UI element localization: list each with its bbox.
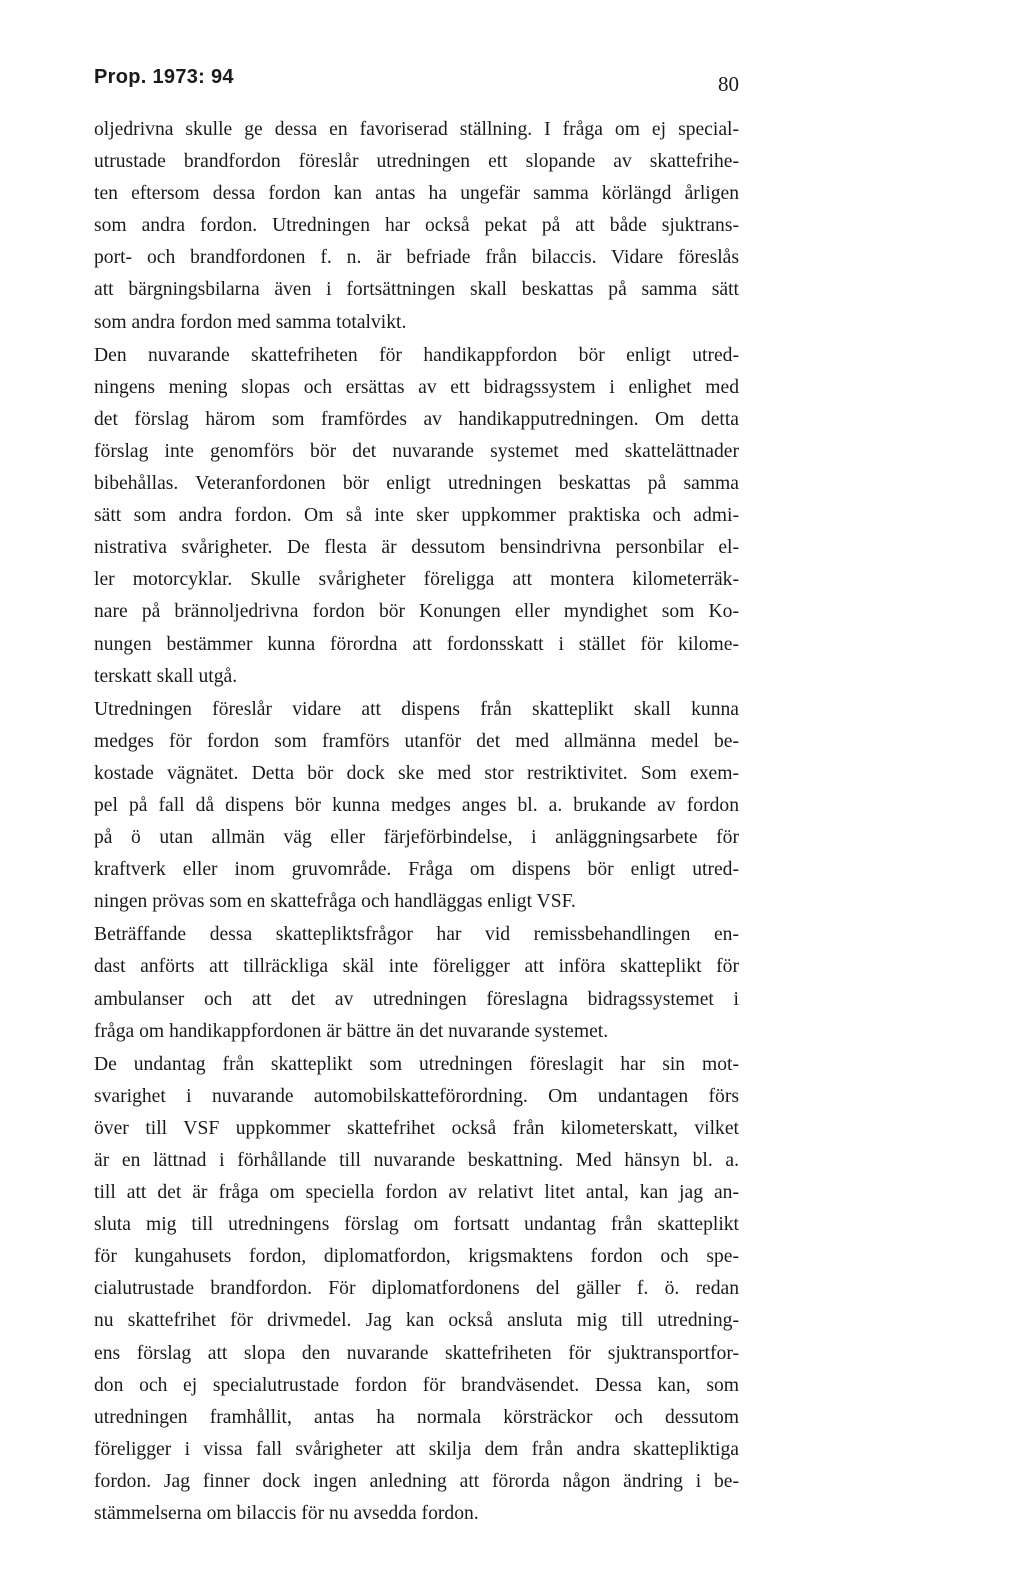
text-line: på ö utan allmän väg eller färjeförbindelse, i anläggningsarbete för — [94, 827, 739, 849]
text-line: fråga om handikappfordonen är bättre än det nuvarande systemet. — [94, 1020, 609, 1042]
text-line: nare på brännoljedrivna fordon bör Konungen eller myndighet som Ko- — [94, 601, 739, 623]
text-line: ningen prövas som en skattefråga och handläggas enligt VSF. — [94, 891, 576, 913]
paragraph — [94, 1049, 739, 1530]
page-number: 80 — [718, 72, 739, 96]
text-line: nu skattefrihet för drivmedel. Jag kan också ansluta mig till utredning- — [94, 1310, 739, 1332]
text-line: don och ej specialutrustade fordon för brandväsendet. Dessa kan, som — [94, 1374, 739, 1396]
text-line: ambulanser och att det av utredningen föreslagna bidragssystemet i — [94, 988, 739, 1010]
text-line: terskatt skall utgå. — [94, 665, 238, 687]
text-line: ten eftersom dessa fordon kan antas ha ungefär samma körlängd årligen — [94, 183, 739, 205]
text-line: svarighet i nuvarande automobilskatteförordning. Om undantagen förs — [94, 1085, 739, 1107]
text-line: Beträffande dessa skattepliktsfrågor har vid remissbehandlingen en- — [94, 924, 739, 946]
body-text — [94, 114, 739, 1530]
text-line: port- och brandfordonen f. n. är befriade från bilaccis. Vidare föreslås — [94, 247, 739, 269]
page-header — [94, 66, 739, 106]
text-line: sätt som andra fordon. Om så inte sker uppkommer praktiska och admi- — [94, 505, 739, 527]
text-line: kostade vägnätet. Detta bör dock ske med stor restriktivitet. Som exem- — [94, 762, 739, 784]
text-line: utredningen framhållit, antas ha normala körsträckor och dessutom — [94, 1406, 739, 1428]
text-line: pel på fall då dispens bör kunna medges anges bl. a. brukande av fordon — [94, 794, 739, 816]
publication-reference: Prop. 1973: 94 — [94, 66, 234, 88]
text-line: oljedrivna skulle ge dessa en favoriserad ställning. I fråga om ej special- — [94, 119, 739, 140]
paragraph — [94, 694, 739, 919]
text-line: sluta mig till utredningens förslag om fortsatt undantag från skatteplikt — [94, 1214, 739, 1236]
paragraph — [94, 340, 739, 693]
text-line: är en lättnad i förhållande till nuvarande beskattning. Med hänsyn bl. a. — [94, 1150, 739, 1171]
text-line: bibehållas. Veteranfordonen bör enligt utredningen beskattas på samma — [94, 473, 739, 495]
text-line: stämmelserna om bilaccis för nu avsedda fordon. — [94, 1503, 479, 1525]
text-line: det förslag härom som framfördes av handikapputredningen. Om detta — [94, 408, 739, 430]
text-line: att bärgningsbilarna även i fortsättningen skall beskattas på samma sätt — [94, 279, 739, 301]
text-line: föreligger i vissa fall svårigheter att skilja dem från andra skattepliktiga — [94, 1438, 739, 1460]
text-line: ningens mening slopas och ersättas av ett bidragssystem i enlighet med — [94, 376, 739, 398]
text-line: förslag inte genomförs bör det nuvarande systemet med skattelättnader — [94, 440, 739, 462]
text-line: nungen bestämmer kunna förordna att fordonsskatt i stället för kilome- — [94, 633, 739, 655]
text-line: utrustade brandfordon föreslår utredningen ett slopande av skattefrihe- — [94, 151, 739, 173]
text-line: ens förslag att slopa den nuvarande skattefriheten för sjuktransportfor- — [94, 1342, 739, 1364]
text-line: De undantag från skatteplikt som utredningen föreslagit har sin mot- — [94, 1053, 739, 1075]
text-line: cialutrustade brandfordon. För diplomatfordonens del gäller f. ö. redan — [94, 1278, 739, 1300]
text-line: som andra fordon med samma totalvikt. — [94, 311, 407, 333]
text-line: som andra fordon. Utredningen har också pekat på att både sjuktrans- — [94, 215, 739, 237]
text-line: för kungahusets fordon, diplomatfordon, krigsmaktens fordon och spe- — [94, 1246, 739, 1268]
text-line: ler motorcyklar. Skulle svårigheter föreligga att montera kilometerräk- — [94, 569, 739, 591]
text-line: till att det är fråga om speciella fordon av relativt litet antal, kan jag an- — [94, 1182, 739, 1204]
text-line: fordon. Jag finner dock ingen anledning att förorda någon ändring i be- — [94, 1470, 739, 1492]
text-line: över till VSF uppkommer skattefrihet också från kilometerskatt, vilket — [94, 1117, 739, 1139]
text-line: kraftverk eller inom gruvområde. Fråga om dispens bör enligt utred- — [94, 859, 739, 881]
text-line: Den nuvarande skattefriheten för handikappfordon bör enligt utred- — [94, 344, 739, 366]
text-line: dast anförts att tillräckliga skäl inte föreligger att införa skatteplikt för — [94, 956, 739, 978]
paragraph — [94, 114, 739, 339]
text-line: Utredningen föreslår vidare att dispens från skatteplikt skall kunna — [94, 698, 739, 720]
text-line: nistrativa svårigheter. De flesta är dessutom bensindrivna personbilar el- — [94, 537, 739, 559]
paragraph — [94, 919, 739, 1047]
text-line: medges för fordon som framförs utanför det med allmänna medel be- — [94, 730, 739, 752]
